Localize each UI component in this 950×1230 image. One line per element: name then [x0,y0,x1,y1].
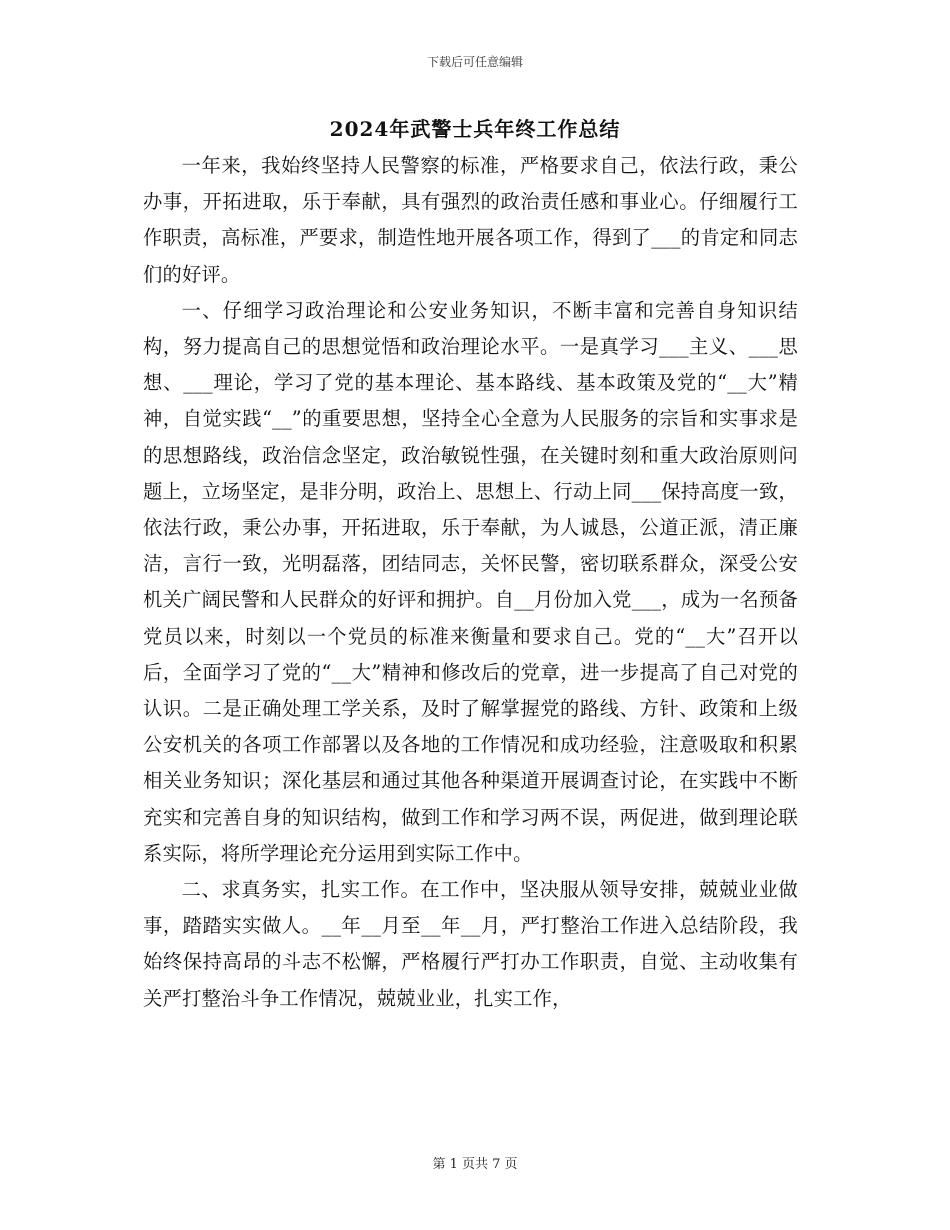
document-body [143,148,798,1017]
paragraph-section-two: 二、求真务实，扎实工作。在工作中，坚决服从领导安排，兢兢业业做事，踏踏实实做人。__年__月至__年__月，严打整治工作进入总结阶段，我始终保持高昂的斗志不松懈，严格履行严打办工作职责，自觉、主动收集有关严打整治斗争工作情况，兢兢业业，扎实工作， [143,878,798,1010]
page-number: 第 1 页共 7 页 [432,1157,518,1172]
document-title: 2024年武警士兵年终工作总结 [329,117,621,141]
paragraph-section-one: 一、仔细学习政治理论和公安业务知识，不断丰富和完善自身知识结构，努力提高自己的思想觉悟和政治理论水平。一是真学习___主义、___思想、___理论，学习了党的基本理论、基本路线、基本政策及党的“__大”精神，自觉实践“__”的重要思想，坚持全心全意为人民服务的宗旨和实事求是的思想路线，政治信念坚定，政治敏锐性强，在关键时刻和重大政治原则问题上，立场坚定，是非分明，政治上、思想上、行动上同___保持高度一致，依法行政，秉公办事，开拓进取，乐于奉献，为人诚恳，公道正派，清正廉洁，言行一致，光明磊落，团结同志，关怀民警，密切联系群众，深受公安机关广阔民警和人民群众的好评和拥护。自__月份加入党___，成为一名预备党员以来，时刻以一个党员的标准来衡量和要求自己。党的“__大”召开以后，全面学习了党的“__大”精神和修改后的党章，进一步提高了自己对党的认识。二是正确处理工学关系，及时了解掌握党的路线、方针、政策和上级公安机关的各项工作部署以及各地的工作情况和成功经验，注意吸取和积累相关业务知识；深化基层和通过其他各种渠道开展调查讨论，在实践中不断充实和完善自身的知识结构，做到工作和学习两不误，两促进，做到理论联系实际，将所学理论充分运用到实际工作中。 [143,298,798,865]
paragraph-intro: 一年来，我始终坚持人民警察的标准，严格要求自己，依法行政，秉公办事，开拓进取，乐于奉献，具有强烈的政治责任感和事业心。仔细履行工作职责，高标准，严要求，制造性地开展各项工作，得到了___的肯定和同志们的好评。 [143,154,798,286]
page-header-note: 下载后可任意编辑 [426,55,523,69]
